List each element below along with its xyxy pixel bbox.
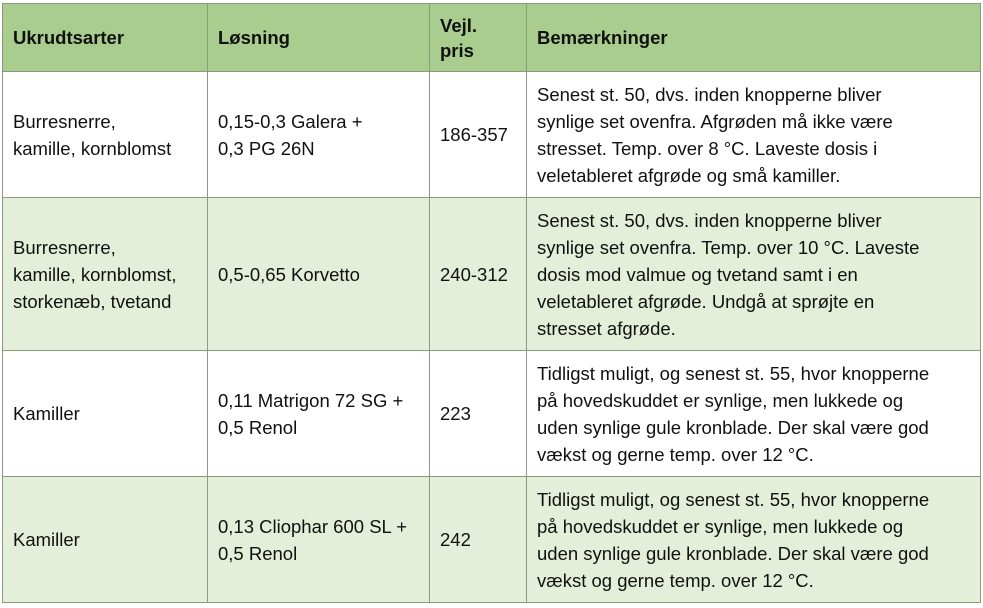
cell-weeds: Burresnerre, kamille, kornblomst, storkenæb, tvetand bbox=[3, 198, 208, 351]
cell-solution: 0,11 Matrigon 72 SG + 0,5 Renol bbox=[208, 351, 430, 477]
header-remarks: Bemærkninger bbox=[527, 4, 981, 72]
header-price: Vejl. pris bbox=[430, 4, 527, 72]
cell-remarks: Tidligst muligt, og senest st. 55, hvor knopperne på hovedskuddet er synlige, men lukkede og uden synlige gule kronblade. Der skal være god vækst og gerne temp. over 12 °C. bbox=[527, 477, 981, 603]
cell-solution: 0,15-0,3 Galera + 0,3 PG 26N bbox=[208, 72, 430, 198]
cell-remarks: Senest st. 50, dvs. inden knopperne bliver synlige set ovenfra. Afgrøden må ikke være stresset. Temp. over 8 °C. Laveste dosis i veletableret afgrøde og små kamiller. bbox=[527, 72, 981, 198]
cell-solution: 0,5-0,65 Korvetto bbox=[208, 198, 430, 351]
cell-remarks: Senest st. 50, dvs. inden knopperne bliver synlige set ovenfra. Temp. over 10 °C. Laveste dosis mod valmue og tvetand samt i en veletableret afgrøde. Undgå at sprøjte en stresset afgrøde. bbox=[527, 198, 981, 351]
cell-weeds: Kamiller bbox=[3, 477, 208, 603]
cell-price: 223 bbox=[430, 351, 527, 477]
cell-weeds: Kamiller bbox=[3, 351, 208, 477]
cell-solution: 0,13 Cliophar 600 SL + 0,5 Renol bbox=[208, 477, 430, 603]
header-solution: Løsning bbox=[208, 4, 430, 72]
table-row bbox=[3, 198, 981, 351]
herbicide-table bbox=[2, 3, 981, 603]
table-row bbox=[3, 477, 981, 603]
cell-price: 186-357 bbox=[430, 72, 527, 198]
cell-price: 242 bbox=[430, 477, 527, 603]
header-row bbox=[3, 4, 981, 72]
cell-weeds: Burresnerre, kamille, kornblomst bbox=[3, 72, 208, 198]
cell-price: 240-312 bbox=[430, 198, 527, 351]
table-row bbox=[3, 72, 981, 198]
table-row bbox=[3, 351, 981, 477]
header-weeds: Ukrudtsarter bbox=[3, 4, 208, 72]
cell-remarks: Tidligst muligt, og senest st. 55, hvor knopperne på hovedskuddet er synlige, men lukkede og uden synlige gule kronblade. Der skal være god vækst og gerne temp. over 12 °C. bbox=[527, 351, 981, 477]
